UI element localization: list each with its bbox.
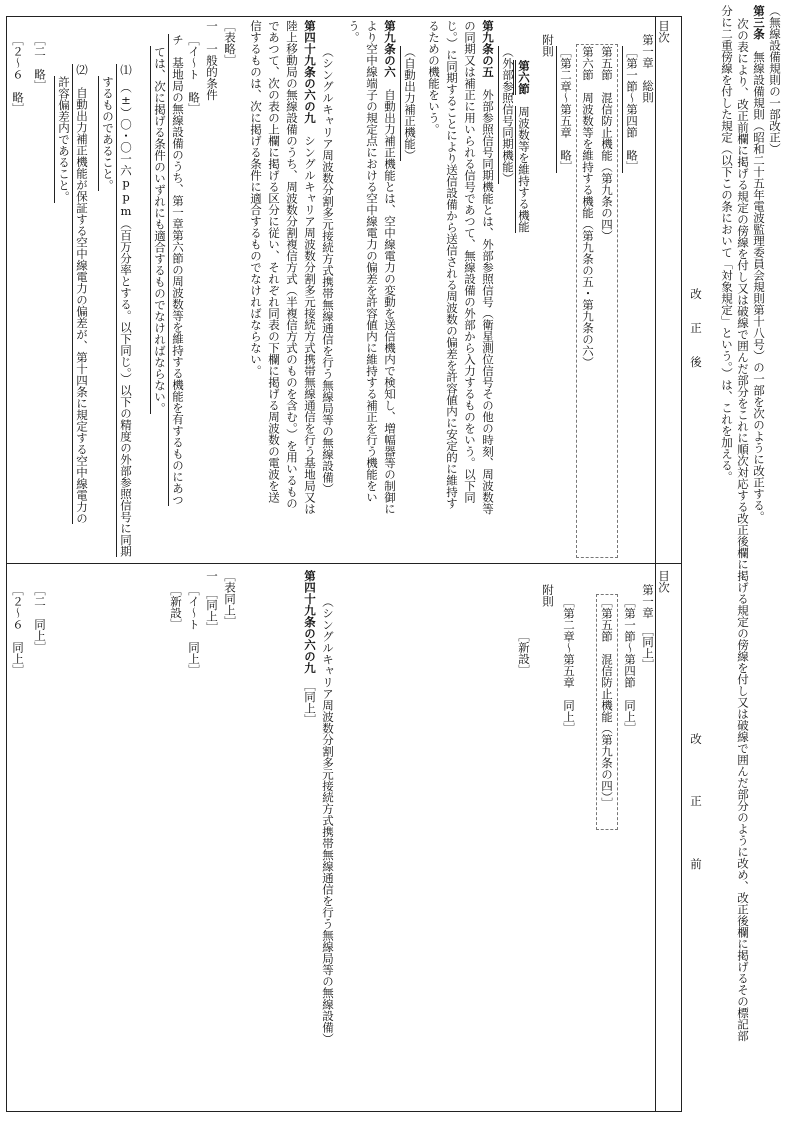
after-section-6-title xyxy=(516,60,531,233)
after-art-49-6-9-text: シングルキャリア周波数分割多元接続方式携帯無線通信を行う基地局又は xyxy=(303,135,317,515)
after-art-9-5-l4: るための機能をいう。 xyxy=(427,20,441,135)
intro-heading: （無線設備規則の一部改正） xyxy=(768,5,782,155)
after-section-6: 第六節 周波数等を維持する機能（第九条の五・第九条の六） xyxy=(581,46,595,368)
after-chapters-2-5: ［第二章～第五章 略］ xyxy=(556,46,573,173)
after-item-2-l2: 許容偏差内であること。 xyxy=(54,76,71,203)
after-art-49-l2: 陸上移動局の無線設備のうち、周波数分割複信方式（半複信方式のものを含む。）を用いるもの xyxy=(285,20,299,509)
before-paras-same: ［２～６ 同上］ xyxy=(11,584,25,676)
before-general-same: 一 ［同上］ xyxy=(205,570,219,634)
after-supplement: 附則 xyxy=(541,34,555,57)
after-items-i-to: ［イ～ト 略］ xyxy=(187,34,201,115)
table-right-border xyxy=(681,16,682,1112)
before-items-same: ［イ～ト 同上］ xyxy=(187,584,201,676)
before-item-2-same: ［二 同上］ xyxy=(33,584,47,653)
after-item-1-l2: するものであること。 xyxy=(98,76,115,191)
after-table-omitted: ［表略］ xyxy=(223,20,237,66)
header-after-2: 正 xyxy=(689,322,703,334)
header-before-2: 正 xyxy=(689,795,703,807)
after-heading-ext-ref: （外部参照信号同期機能） xyxy=(498,46,515,184)
header-before-3: 前 xyxy=(689,858,703,870)
intro-article xyxy=(751,5,766,523)
after-art-9-5-l2: の同期又は補正に用いられる信号であつて、無線設備の外部から入力するものをいう。以下同 xyxy=(463,20,477,503)
after-item-1: ⑴ （±）〇・〇一六ppm（百万分率とする。以下同じ。）以下の精度の外部参照信号に同期 xyxy=(116,64,133,557)
before-new-2: ［新設］ xyxy=(169,584,183,630)
after-section-5: 第五節 混信防止機能（第九条の四） xyxy=(600,46,614,242)
after-art-9-6-label: 第九条の六 xyxy=(383,20,397,78)
before-art-49-6-9-text: ［同上］ xyxy=(303,685,317,726)
before-sections-1-4: ［第一節～第四節 同上］ xyxy=(623,596,637,734)
before-art-49-6-9 xyxy=(302,570,317,725)
after-art-49-6-9-label: 第四十九条の六の九 xyxy=(303,20,317,124)
before-new-1: ［新設］ xyxy=(517,630,531,676)
header-separator xyxy=(655,16,656,1112)
before-heading-scfdma: （シングルキャリア周波数分割多元接続方式携帯無線通信を行う無線局等の無線設備） xyxy=(321,596,335,1045)
after-art-9-6-l2: より空中線端子の規定点における空中線電力の偏差を許容値内に維持する補正を行う機能をい xyxy=(365,20,379,503)
before-chapters-2-5: ［第二章～第五章 同上］ xyxy=(562,596,576,734)
after-sections-1-4: ［第一節～第四節 略］ xyxy=(622,46,639,173)
column-divider xyxy=(6,563,682,564)
after-art-49-l3: であつて、次の表の上欄に掲げる区分に従い、それぞれ同表の下欄に掲げる周波数の電波を送 xyxy=(267,20,281,503)
before-toc: 目次 xyxy=(657,570,671,593)
after-art-49-6-9 xyxy=(302,20,317,515)
after-art-9-6 xyxy=(382,20,397,515)
header-after-1: 改 xyxy=(689,288,703,300)
intro-line-2: 次の表により、改正前欄に掲げる規定の傍線を付し又は破線で囲んだ部分をこれに順次対応する改正後欄に掲げる規定の傍線を付し又は破線で囲んだ部分のように改め、改正後欄に掲げるその標記部 xyxy=(736,18,750,1042)
before-chapter-1: 第一章 ［同上］ xyxy=(641,584,655,671)
table-bottom-border xyxy=(6,1111,682,1112)
after-heading-auto-power: （自動出力補正機能） xyxy=(400,46,417,161)
after-toc: 目次 xyxy=(657,20,671,43)
after-item-chi: チ 基地局の無線設備のうち、第一章第六節の周波数等を維持する機能を有するものにあつ xyxy=(168,34,185,506)
after-art-9-6-l3: う。 xyxy=(347,20,361,43)
after-section-6-label: 第六節 xyxy=(513,60,531,95)
after-item-2: ⑵ 自動出力補正機能が保証する空中線電力の偏差が、第十四条に規定する空中線電力の xyxy=(72,64,89,524)
after-paras-2-6: ［２～６ 略］ xyxy=(11,34,25,115)
before-art-49-6-9-label: 第四十九条の六の九 xyxy=(303,570,317,674)
table-top-border xyxy=(6,16,682,17)
after-item-2-omitted: ［二 略］ xyxy=(33,34,47,92)
after-chapter-1: 第一章 総則 xyxy=(641,34,655,103)
intro-article-label: 第三条 xyxy=(752,5,766,40)
after-item-chi-l2: ては、次に掲げる条件のいずれにも適合するものでなければならない。 xyxy=(150,46,167,414)
header-before-1: 改 xyxy=(689,733,703,745)
after-art-49-l4: 信するものは、次に掲げる条件に適合するものでなければならない。 xyxy=(249,20,263,377)
intro-line-3: 分に二重傍線を付した規定（以下この条において「対象規定」という。）は、これを加える。 xyxy=(720,5,734,483)
intro-article-text: 無線設備規則（昭和二十五年電波監理委員会規則第十八号）の一部を次のように改正する。 xyxy=(752,51,766,523)
after-art-9-5-l3: じ。）に同期することにより送信設備から送信される周波数の偏差を許容値内に安定的に維持す xyxy=(445,20,459,509)
after-art-9-5-text: 外部参照信号同期機能とは、外部参照信号（衛星測位信号その他の時刻、周波数等 xyxy=(481,89,495,515)
after-general-conditions: 一 一般的条件 xyxy=(205,20,219,101)
before-section-5: ［第五節 混信防止機能（第九条の四）］ xyxy=(600,596,614,809)
after-art-9-5-label: 第九条の五 xyxy=(481,20,495,78)
after-art-9-5 xyxy=(480,20,495,515)
after-section-6-text: 周波数等を維持する機能 xyxy=(517,106,531,233)
header-after-3: 後 xyxy=(689,356,703,368)
after-art-9-6-text: 自動出力補正機能とは、空中線電力の変動を送信機内で検知し、増幅器等の制御に xyxy=(383,89,397,515)
before-table-same: ［表同上］ xyxy=(223,570,237,628)
table-left-border xyxy=(6,16,7,1112)
before-supplement: 附則 xyxy=(541,584,555,607)
after-heading-scfdma: （シングルキャリア周波数分割多元接続方式携帯無線通信を行う無線局等の無線設備） xyxy=(321,46,335,495)
